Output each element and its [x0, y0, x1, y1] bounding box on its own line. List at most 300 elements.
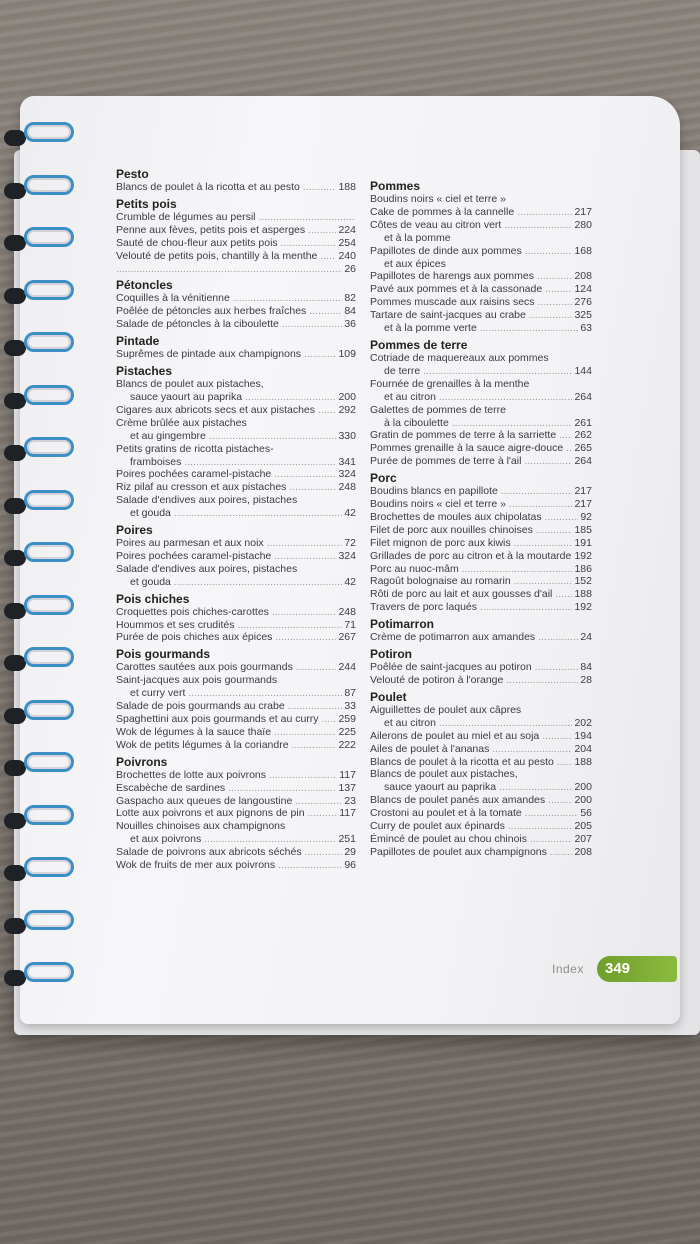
entry-title: Ragoût bolognaise au romarin .....: [370, 575, 572, 588]
entry-title: Grillades de porc au citron et à la moutarde .....: [370, 550, 572, 563]
spiral-coil: [24, 542, 74, 562]
index-entry: [370, 807, 592, 820]
entry-page-number: 202: [574, 716, 592, 729]
entry-page-number: 200: [574, 794, 592, 807]
entry-page-number: 264: [574, 455, 592, 468]
index-entry: [116, 661, 356, 674]
entry-page-number: 262: [574, 429, 592, 442]
entry-title: et à la pomme: [384, 231, 451, 244]
entry-title: Émincé de poulet au chou chinois .....: [370, 833, 572, 846]
entry-title: Filet de porc aux nouilles chinoises .....: [370, 524, 572, 537]
index-heading: Poivrons: [116, 754, 168, 769]
entry-title: Blancs de poulet panés aux amandes .....: [370, 794, 572, 807]
footer-index-label: Index: [552, 962, 584, 976]
index-entry: [370, 245, 592, 258]
index-entry: [116, 263, 356, 276]
entry-page-number: 254: [338, 236, 356, 249]
index-entry: [116, 456, 356, 469]
entry-title: Gaspacho aux queues de langoustine .....: [116, 795, 342, 808]
binding-hole: [4, 498, 26, 514]
index-entry: [116, 606, 356, 619]
entry-title: Brochettes de moules aux chipolatas .....: [370, 511, 578, 524]
entry-title: et au gingembre .....: [130, 430, 336, 443]
entry-page-number: 240: [338, 249, 356, 262]
entry-title: Salade de poivrons aux abricots séchés .....: [116, 846, 342, 859]
binding-hole: [4, 340, 26, 356]
index-entry: [370, 674, 592, 687]
index-entry: [370, 756, 592, 769]
entry-title: Papillotes de poulet aux champignons .....: [370, 846, 572, 859]
entry-page-number: 259: [338, 713, 356, 725]
entry-page-number: 292: [338, 403, 356, 416]
index-entry: [370, 283, 592, 296]
index-entry: [116, 292, 356, 305]
spiral-coil: [24, 910, 74, 930]
entry-page-number: 82: [344, 292, 356, 305]
entry-title: Crumble de légumes au persil .....: [116, 211, 354, 224]
index-heading: Potimarron: [370, 617, 435, 632]
binding-hole: [4, 603, 26, 619]
binding-hole: [4, 918, 26, 934]
index-heading: Petits pois: [116, 196, 177, 211]
entry-title: et aux poivrons .....: [130, 833, 336, 846]
entry-title: Wok de petits légumes à la coriandre .....: [116, 739, 336, 752]
entry-page-number: 144: [574, 364, 592, 377]
entry-page-number: 188: [574, 755, 592, 768]
entry-title: Suprêmes de pintade aux champignons .....: [116, 348, 336, 361]
entry-page-number: 117: [339, 807, 356, 820]
entry-page-number: 224: [338, 223, 356, 236]
entry-title: et gouda .....: [130, 507, 342, 520]
index-entry: [370, 193, 592, 206]
entry-title: Purée de pois chiches aux épices .....: [116, 631, 336, 644]
entry-title: Aiguillettes de poulet aux câpres: [370, 703, 522, 716]
entry-title: Galettes de pommes de terre: [370, 403, 506, 416]
index-entry: [370, 768, 592, 781]
index-entry: [116, 537, 356, 550]
entry-page-number: 205: [574, 820, 592, 833]
entry-title: Curry de poulet aux épinards .....: [370, 820, 572, 833]
spiral-coil: [24, 595, 74, 615]
index-entry: [370, 661, 592, 674]
entry-title: Cake de pommes à la cannelle .....: [370, 206, 572, 219]
entry-title: Ailes de poulet à l'ananas .....: [370, 743, 572, 756]
entry-title: et curry vert .....: [130, 687, 342, 700]
entry-title: Brochettes de lotte aux poivrons .....: [116, 769, 337, 782]
index-entry: [116, 687, 356, 700]
index-entry: [370, 511, 592, 524]
entry-page-number: 186: [574, 562, 592, 575]
index-entry: [116, 674, 356, 687]
entry-title: Boudins blancs en papillote .....: [370, 485, 572, 498]
entry-title: Filet mignon de porc aux kiwis .....: [370, 537, 572, 550]
entry-page-number: 200: [574, 781, 592, 794]
entry-title: Boudins noirs « ciel et terre »: [370, 193, 506, 205]
entry-page-number: 217: [574, 498, 592, 511]
index-entry: [370, 820, 592, 833]
index-entry: [370, 704, 592, 717]
index-entry: [370, 296, 592, 309]
index-entry: [370, 743, 592, 756]
index-heading: Pintade: [116, 334, 160, 349]
entry-page-number: 217: [574, 205, 592, 218]
index-entry: [116, 417, 356, 430]
index-entry: [116, 181, 356, 194]
entry-page-number: 23: [344, 794, 356, 807]
index-entry: [116, 481, 356, 494]
entry-page-number: 56: [580, 807, 592, 820]
index-entry: [116, 443, 356, 456]
spiral-coil: [24, 490, 74, 510]
binding-hole: [4, 708, 26, 724]
index-entry: [116, 404, 356, 417]
index-entry: [116, 224, 356, 237]
entry-page-number: 276: [574, 296, 592, 309]
binding-hole: [4, 550, 26, 566]
index-entry: [370, 219, 592, 232]
index-heading: Pétoncles: [116, 278, 173, 293]
index-entry: [370, 588, 592, 601]
index-entry: [116, 739, 356, 752]
index-heading: Pois gourmands: [116, 647, 211, 662]
index-entry: [116, 237, 356, 250]
entry-title: Salade d'endives aux poires, pistaches: [116, 494, 298, 507]
entry-title: Blancs de poulet aux pistaches,: [116, 378, 264, 391]
entry-title: Escabèche de sardines .....: [116, 782, 336, 795]
spiral-coil: [24, 700, 74, 720]
entry-page-number: 267: [338, 631, 356, 644]
entry-title: Penne aux fèves, petits pois et asperges .....: [116, 224, 336, 237]
index-heading: Pistaches: [116, 364, 173, 379]
entry-title: Carottes sautées aux pois gourmands .....: [116, 661, 336, 674]
spiral-coil: [24, 332, 74, 352]
index-entry: [116, 563, 356, 576]
entry-page-number: 330: [338, 429, 356, 442]
entry-title: Salade de pétoncles à la ciboulette .....: [116, 318, 342, 331]
binding-hole: [4, 288, 26, 304]
index-entry: [116, 305, 356, 318]
entry-title: Croquettes pois chiches-carottes .....: [116, 606, 336, 619]
entry-page-number: 248: [338, 605, 356, 618]
entry-page-number: 36: [344, 318, 356, 331]
entry-page-number: 71: [344, 618, 356, 631]
spiral-coil: [24, 385, 74, 405]
binding-hole: [4, 813, 26, 829]
entry-title: Porc au nuoc-mâm .....: [370, 563, 572, 576]
entry-page-number: 87: [344, 687, 356, 700]
entry-title: Poêlée de pétoncles aux herbes fraîches .....: [116, 305, 342, 318]
entry-title: Cotriade de maquereaux aux pommes: [370, 351, 549, 364]
index-entry: [370, 232, 592, 245]
entry-page-number: 185: [574, 523, 592, 536]
spiral-binding: [0, 112, 80, 1012]
index-entry: [370, 846, 592, 859]
entry-title: sauce yaourt au paprika .....: [384, 781, 572, 794]
entry-page-number: 42: [344, 575, 356, 588]
entry-title: Blancs de poulet aux pistaches,: [370, 768, 518, 781]
binding-hole: [4, 393, 26, 409]
entry-title: Tartare de saint-jacques au crabe .....: [370, 309, 572, 322]
index-heading: Poulet: [370, 689, 407, 704]
entry-page-number: 265: [574, 442, 592, 455]
entry-title: Wok de légumes à la sauce thaïe .....: [116, 726, 336, 739]
index-entry: [116, 576, 356, 589]
index-entry: [370, 730, 592, 743]
entry-page-number: 29: [344, 846, 356, 859]
index-entry: [116, 700, 356, 713]
index-entry: [116, 631, 356, 644]
entry-page-number: 188: [338, 181, 356, 193]
index-heading: Porc: [370, 471, 397, 486]
entry-page-number: 208: [574, 270, 592, 283]
index-entry: [370, 498, 592, 511]
index-entry: [370, 429, 592, 442]
index-entry: [370, 485, 592, 498]
index-entry: [116, 833, 356, 846]
entry-page-number: 251: [338, 833, 356, 846]
index-entry: [116, 859, 356, 872]
entry-title: sauce yaourt au paprika .....: [130, 391, 336, 404]
index-entry: [116, 318, 356, 331]
entry-title: Ailerons de poulet au miel et au soja .....: [370, 730, 572, 743]
entry-page-number: 225: [338, 725, 356, 738]
index-heading: Pommes: [370, 179, 421, 193]
entry-title: Petits gratins de ricotta pistaches-: [116, 442, 274, 455]
entry-page-number: 217: [574, 485, 592, 498]
entry-title: Boudins noirs « ciel et terre » .....: [370, 498, 572, 511]
entry-page-number: 261: [574, 416, 592, 429]
entry-page-number: 222: [338, 738, 356, 751]
index-heading: Potiron: [370, 647, 412, 662]
entry-page-number: 244: [338, 661, 356, 674]
index-entry: [116, 378, 356, 391]
entry-page-number: 200: [338, 390, 356, 403]
index-entry: [370, 717, 592, 730]
index-entry: [370, 352, 592, 365]
spiral-coil: [24, 280, 74, 300]
entry-title: Purée de pommes de terre à l'ail .....: [370, 455, 572, 468]
entry-page-number: 192: [574, 601, 592, 614]
index-column-left: [116, 164, 356, 872]
index-entry: [116, 807, 356, 820]
entry-title: et au citron .....: [384, 391, 572, 404]
entry-title: Pommes muscade aux raisins secs .....: [370, 296, 572, 309]
index-entry: [116, 726, 356, 739]
spiral-coil: [24, 962, 74, 982]
spiral-coil: [24, 175, 74, 195]
index-entry: [370, 601, 592, 614]
index-entry: [116, 250, 356, 263]
entry-title: Crème de potimarron aux amandes .....: [370, 631, 578, 644]
entry-page-number: 188: [574, 588, 592, 601]
index-entry: [116, 507, 356, 520]
entry-page-number: 72: [344, 537, 356, 550]
entry-title: Spaghettini aux pois gourmands et au curry .....: [116, 713, 336, 726]
entry-title: Crostoni au poulet et à la tomate .....: [370, 807, 578, 820]
entry-page-number: 325: [574, 309, 592, 322]
index-entry: [116, 782, 356, 795]
entry-title: et gouda .....: [130, 576, 342, 589]
entry-page-number: 28: [580, 674, 592, 686]
index-entry: [116, 348, 356, 361]
index-entry: [370, 309, 592, 322]
entry-page-number: 207: [574, 832, 592, 845]
entry-page-number: 324: [338, 549, 356, 562]
index-entry: [116, 713, 356, 726]
entry-title: Rôti de porc au lait et aux gousses d'ail .....: [370, 588, 572, 601]
entry-page-number: 341: [338, 455, 356, 468]
entry-page-number: 109: [338, 348, 356, 361]
spiral-coil: [24, 805, 74, 825]
entry-title: à la ciboulette .....: [384, 417, 572, 430]
entry-page-number: 191: [574, 536, 592, 549]
entry-page-number: 204: [574, 742, 592, 755]
index-entry: [116, 468, 356, 481]
index-entry: [116, 846, 356, 859]
index-entry: [370, 258, 592, 271]
binding-hole: [4, 970, 26, 986]
index-entry: [370, 322, 592, 335]
entry-page-number: 42: [344, 507, 356, 520]
entry-page-number: 137: [338, 781, 356, 794]
index-entry: [116, 430, 356, 443]
entry-page-number: 92: [580, 510, 592, 523]
entry-page-number: 84: [580, 661, 592, 674]
index-column-right: [370, 176, 592, 859]
index-entry: [116, 769, 356, 782]
index-entry: [370, 270, 592, 283]
index-entry: [116, 494, 356, 507]
index-entry: [116, 211, 356, 224]
index-heading: Pois chiches: [116, 591, 190, 606]
entry-page-number: 208: [574, 845, 592, 858]
entry-page-number: 280: [574, 218, 592, 231]
entry-title: Salade d'endives aux poires, pistaches: [116, 562, 298, 575]
entry-title: Blancs de poulet à la ricotta et au pesto .....: [370, 756, 572, 769]
entry-page-number: 152: [574, 575, 592, 588]
entry-page-number: 63: [580, 322, 592, 335]
entry-title: Papillotes de harengs aux pommes .....: [370, 270, 572, 283]
entry-title: Velouté de potiron à l'orange .....: [370, 674, 578, 687]
entry-title: Pavé aux pommes et à la cassonade .....: [370, 283, 572, 296]
binding-hole: [4, 445, 26, 461]
index-entry: [116, 619, 356, 632]
entry-title: Côtes de veau au citron vert .....: [370, 219, 572, 232]
entry-page-number: 248: [338, 481, 356, 494]
binding-hole: [4, 183, 26, 199]
entry-title: Velouté de petits pois, chantilly à la menthe .....: [116, 250, 336, 263]
entry-title: Sauté de chou-fleur aux petits pois .....: [116, 237, 336, 250]
entry-title: Hoummos et ses crudités .....: [116, 619, 342, 632]
index-entry: [370, 417, 592, 430]
index-entry: [370, 206, 592, 219]
index-entry: [370, 833, 592, 846]
binding-hole: [4, 235, 26, 251]
entry-title: Wok de fruits de mer aux poivrons .....: [116, 859, 342, 872]
index-entry: [370, 550, 592, 563]
index-entry: [370, 391, 592, 404]
page-number-badge: 349: [597, 956, 677, 982]
index-entry: [370, 378, 592, 391]
binding-hole: [4, 865, 26, 881]
entry-title: Poires pochées caramel-pistache .....: [116, 550, 336, 563]
entry-title: Travers de porc laqués .....: [370, 601, 572, 614]
index-entry: [370, 404, 592, 417]
index-entry: [370, 455, 592, 468]
spiral-coil: [24, 122, 74, 142]
index-entry: [370, 575, 592, 588]
entry-title: Crème brûlée aux pistaches: [116, 416, 247, 429]
entry-page-number: 117: [339, 768, 356, 781]
entry-page-number: 194: [574, 729, 592, 742]
spiral-coil: [24, 647, 74, 667]
entry-title: Blancs de poulet à la ricotta et au pesto .....: [116, 181, 336, 194]
entry-title: framboises .....: [130, 456, 336, 469]
index-entry: [370, 537, 592, 550]
entry-title: Pommes grenaille à la sauce aigre-douce .....: [370, 442, 572, 455]
entry-title: Fournée de grenailles à la menthe: [370, 377, 530, 390]
entry-page-number: 26: [344, 262, 356, 275]
entry-page-number: 33: [344, 700, 356, 713]
entry-title: Cigares aux abricots secs et aux pistaches .....: [116, 404, 336, 417]
entry-title: Riz pilaf au cresson et aux pistaches .....: [116, 481, 336, 494]
index-entry: [116, 550, 356, 563]
entry-title: Salade de pois gourmands au crabe .....: [116, 700, 342, 713]
entry-title: et au citron .....: [384, 717, 572, 730]
entry-page-number: 168: [574, 244, 592, 257]
entry-page-number: 264: [574, 390, 592, 403]
entry-title: et à la pomme verte .....: [384, 322, 578, 335]
spiral-coil: [24, 752, 74, 772]
index-entry: [116, 795, 356, 808]
entry-title: Gratin de pommes de terre à la sarriette .....: [370, 429, 572, 442]
index-entry: [370, 365, 592, 378]
index-entry: [370, 524, 592, 537]
entry-title: de terre .....: [384, 365, 572, 378]
entry-title: Saint-jacques aux pois gourmands: [116, 674, 278, 687]
index-entry: [370, 442, 592, 455]
binding-hole: [4, 760, 26, 776]
index-entry: [370, 631, 592, 644]
entry-title: et aux épices: [384, 257, 446, 270]
entry-page-number: 84: [344, 305, 356, 318]
spiral-coil: [24, 437, 74, 457]
spiral-coil: [24, 857, 74, 877]
binding-hole: [4, 130, 26, 146]
entry-title: Poêlée de saint-jacques au potiron .....: [370, 661, 578, 674]
index-entry: [116, 820, 356, 833]
entry-page-number: 192: [574, 549, 592, 562]
index-heading: Pesto: [116, 167, 149, 181]
entry-title: Poires pochées caramel-pistache .....: [116, 468, 336, 481]
entry-title: Coquilles à la vénitienne .....: [116, 292, 342, 305]
index-heading: Poires: [116, 523, 153, 538]
index-entry: [370, 781, 592, 794]
entry-page-number: 96: [344, 859, 356, 872]
entry-title: Nouilles chinoises aux champignons: [116, 820, 286, 833]
entry-title: Poires au parmesan et aux noix .....: [116, 537, 342, 550]
spiral-coil: [24, 227, 74, 247]
index-entry: [370, 794, 592, 807]
index-entry: [116, 391, 356, 404]
entry-page-number: 324: [338, 468, 356, 481]
entry-title: Lotte aux poivrons et aux pignons de pin .....: [116, 807, 337, 820]
binding-hole: [4, 655, 26, 671]
entry-title: Papillotes de dinde aux pommes .....: [370, 245, 572, 258]
index-heading: Pommes de terre: [370, 337, 468, 352]
entry-page-number: 24: [580, 631, 592, 644]
entry-page-number: 124: [574, 283, 592, 296]
